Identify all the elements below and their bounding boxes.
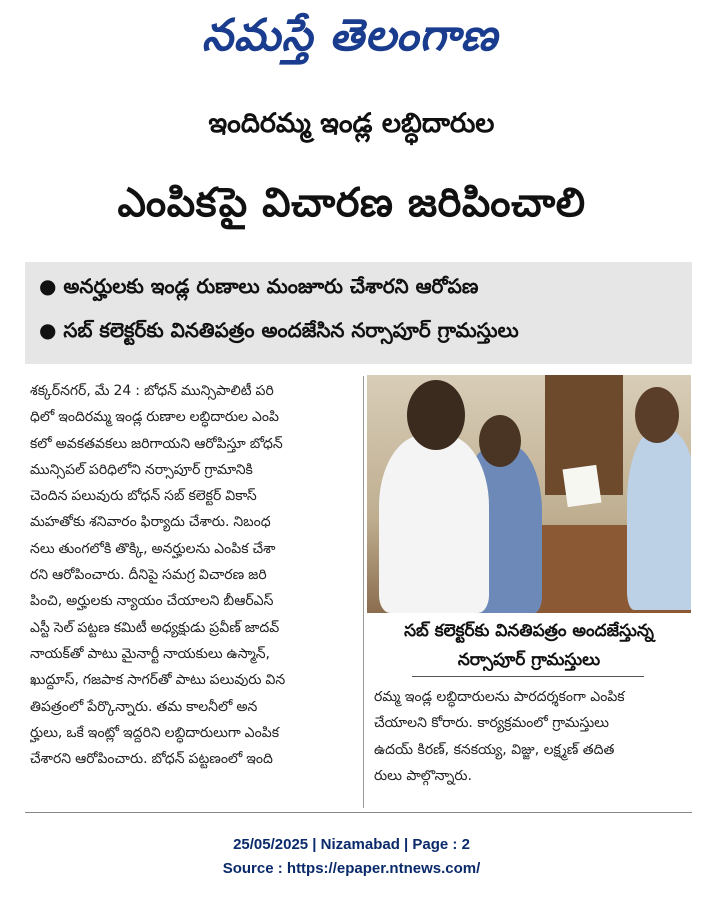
article-line: మున్సిపల్ పరిధిలోని నర్సాపూర్ గ్రామానికి bbox=[30, 461, 253, 478]
article-line: ఉదయ్ కిరణ్, కనకయ్య, విజ్జు, లక్ష్మణ్ తదిత bbox=[374, 741, 615, 758]
article-line: ఎస్టీ సెల్ పట్టణ కమిటీ అధ్యక్షుడు ప్రవీణ్ జాదవ్ bbox=[30, 619, 280, 636]
article-line: పించి, అర్హులకు న్యాయం చేయాలని బీఆర్‌ఎస్ bbox=[30, 593, 274, 610]
article-line: కలో అవకతవకలు జరిగాయని ఆరోపిస్తూ బోధన్ bbox=[30, 435, 283, 452]
summary-bullet: ● సబ్ కలెక్టర్‌కు వినతిపత్రం అందజేసిన నర్సాపూర్ గ్రామస్తులు bbox=[39, 318, 519, 342]
article-body-right bbox=[374, 684, 690, 789]
article-line: రులు పాల్గొన్నారు. bbox=[374, 767, 472, 784]
caption-rule bbox=[412, 676, 644, 677]
article-line: రని ఆరోపించారు. దీనిపై సమగ్ర విచారణ జరి bbox=[30, 567, 267, 584]
article-line: చేయాలని కోరారు. కార్యక్రమంలో గ్రామస్తులు bbox=[374, 715, 609, 732]
footer-source-link[interactable]: Source : https://epaper.ntnews.com/ bbox=[222, 860, 481, 877]
article-line: నలు తుంగలోకి తొక్కి, అనర్హులను ఎంపిక చేశా bbox=[30, 540, 276, 557]
photo-caption-line: నర్సాపూర్ గ్రామస్తులు bbox=[457, 650, 601, 670]
summary-bullet: ● అనర్హులకు ఇండ్ల రుణాలు మంజూరు చేశారని ఆరోపణ bbox=[39, 274, 479, 298]
article-line: ర్హులు, ఒకే ఇంట్లో ఇద్దరిని లబ్ధిదారులుగా ఎంపిక bbox=[30, 724, 279, 741]
article-line: శక్కర్‌నగర్, మే 24 : బోధన్ మున్సిపాలిటీ పరి bbox=[30, 383, 274, 399]
article-line: నాయక్‌తో పాటు మైనార్టీ నాయకులు ఉస్మాన్, bbox=[30, 645, 270, 662]
bottom-rule bbox=[25, 812, 692, 813]
news-photo bbox=[367, 375, 691, 613]
article-line: చెందిన పలువురు బోధన్ సబ్ కలెక్టర్ వికాస్ bbox=[30, 488, 257, 505]
summary-bullet-text: అనర్హులకు ఇండ్ల రుణాలు మంజూరు చేశారని ఆరోపణ bbox=[63, 274, 479, 298]
footer-edition-info: 25/05/2025 | Nizamabad | Page : 2 bbox=[233, 836, 470, 853]
photo-caption-line: సబ్ కలెక్టర్‌కు వినతిపత్రం అందజేస్తున్న bbox=[404, 621, 654, 641]
article-line: మహతోకు శనివారం ఫిర్యాదు చేశారు. నిబంధ bbox=[30, 514, 271, 531]
article-line: ఖుద్దూస్, గజపాక సాగర్‌తో పాటు పలువురు విన bbox=[30, 672, 286, 689]
article-body-left bbox=[30, 378, 358, 772]
headline: ఎంపికపై విచారణ జరిపించాలి bbox=[117, 180, 586, 226]
article-line: రమ్మ ఇండ్ల లబ్ధిదారులను పారదర్శకంగా ఎంపిక bbox=[374, 689, 625, 705]
column-divider bbox=[363, 376, 364, 808]
headline-kicker: ఇందిరమ్మ ఇండ్ల లబ్ధిదారుల bbox=[208, 108, 495, 139]
article-line: ధిలో ఇందిరమ్మ ఇండ్ల రుణాల లబ్ధిదారుల ఎంపి bbox=[30, 409, 279, 426]
article-line: తిపత్రంలో పేర్కొన్నారు. తమ కాలనీలో అన bbox=[30, 698, 258, 715]
summary-box bbox=[25, 262, 692, 364]
masthead-logo: నమస్తే తెలంగాణ bbox=[201, 10, 499, 61]
summary-bullet-text: సబ్ కలెక్టర్‌కు వినతిపత్రం అందజేసిన నర్సాపూర్ గ్రామస్తులు bbox=[63, 318, 519, 342]
article-line: చేశారని ఆరోపించారు. బోధన్ పట్టణంలో ఇంది bbox=[30, 751, 273, 768]
photo-caption bbox=[367, 617, 691, 675]
